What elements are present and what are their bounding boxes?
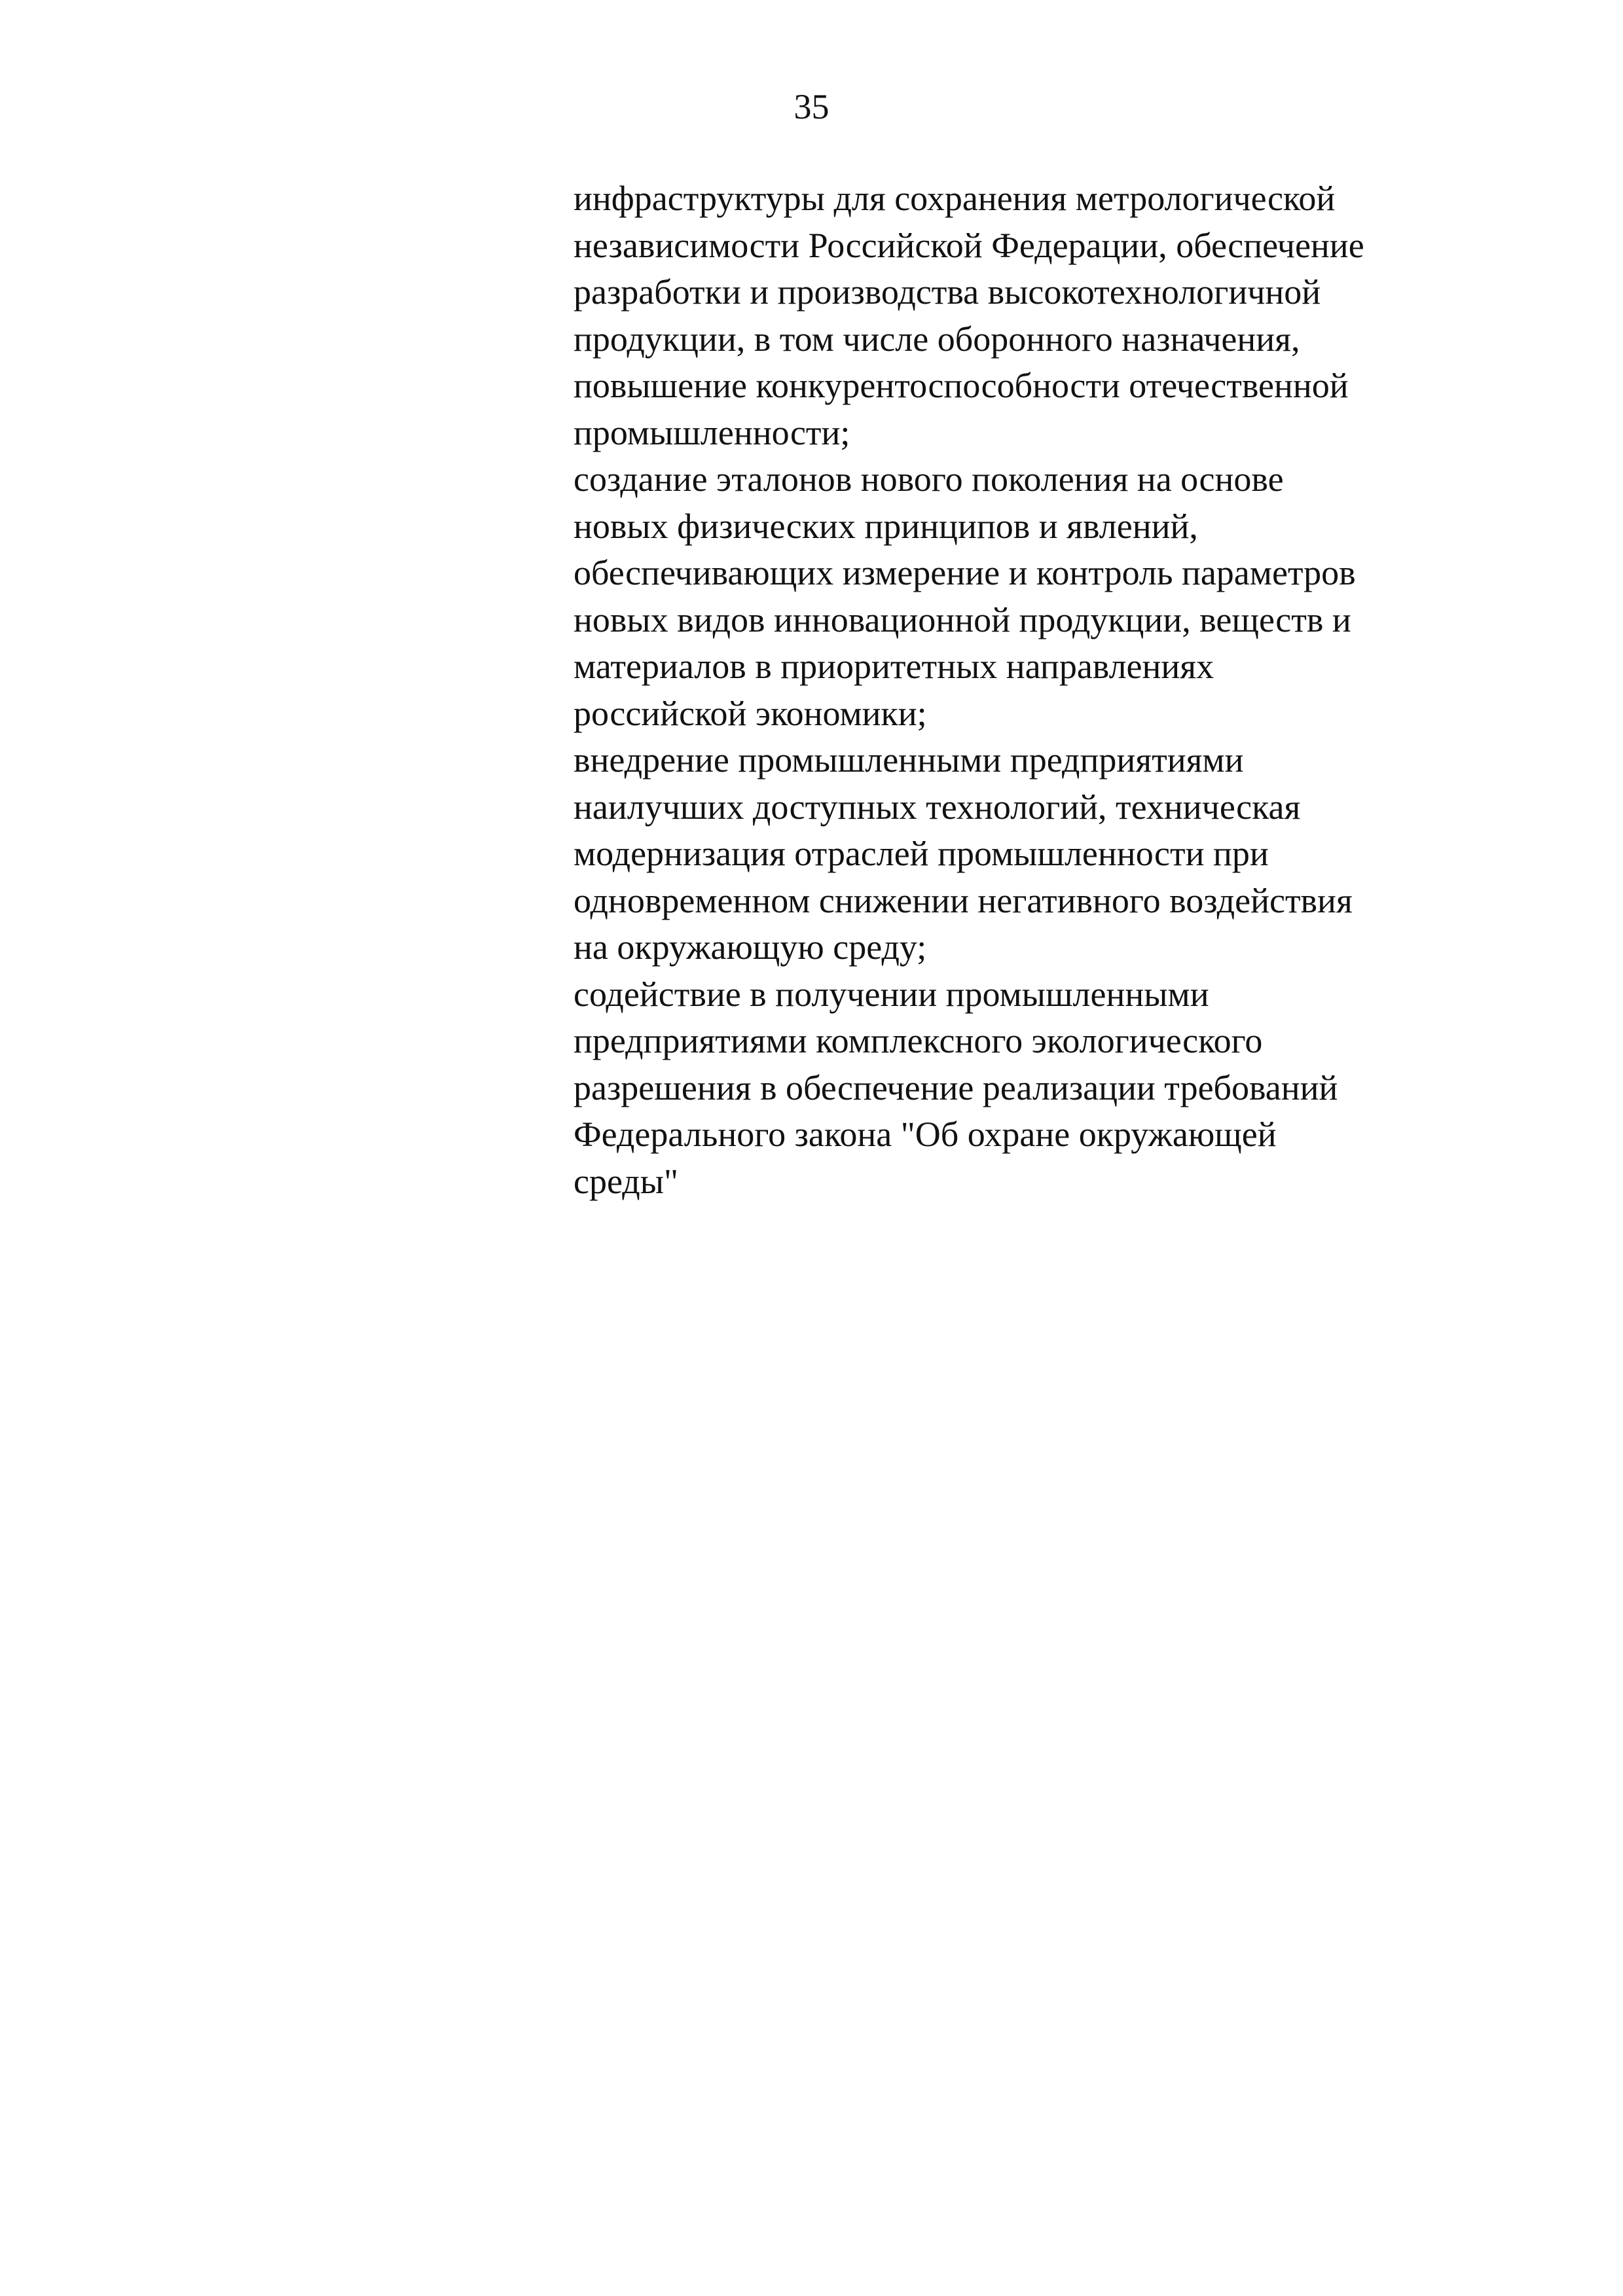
page-number: 35 [793, 87, 830, 126]
text-line: разрешения в обеспечение реализации требований [574, 1067, 1338, 1107]
text-line: содействие в получении промышленными [574, 974, 1209, 1014]
text-line: обеспечивающих измерение и контроль параметров [574, 553, 1356, 592]
text-line: разработки и производства высокотехнологичной [574, 272, 1321, 312]
text-line: создание эталонов нового поколения на основе [574, 459, 1284, 499]
text-line: новых физических принципов и явлений, [574, 506, 1198, 546]
body-text [574, 175, 1503, 1205]
text-line: повышение конкурентоспособности отечественной [574, 366, 1349, 405]
text-line: продукции, в том числе оборонного назначения, [574, 319, 1300, 359]
text-line: материалов в приоритетных направлениях [574, 647, 1214, 686]
text-line: среды" [574, 1161, 679, 1201]
text-line: промышленности; [574, 412, 850, 452]
text-line: одновременном снижении негативного воздействия [574, 880, 1353, 920]
text-line: внедрение промышленными предприятиями [574, 740, 1244, 780]
text-line: Федерального закона "Об охране окружающей [574, 1115, 1277, 1154]
text-line: модернизация отраслей промышленности при [574, 834, 1269, 873]
text-line: инфраструктуры для сохранения метрологической [574, 179, 1336, 218]
text-line: независимости Российской Федерации, обеспечение [574, 225, 1364, 265]
text-line: наилучших доступных технологий, техническая [574, 787, 1301, 827]
text-line: новых видов инновационной продукции, веществ и [574, 600, 1351, 639]
text-line: российской экономики; [574, 693, 927, 733]
text-line: предприятиями комплексного экологического [574, 1021, 1263, 1060]
text-line: на окружающую среду; [574, 927, 927, 967]
